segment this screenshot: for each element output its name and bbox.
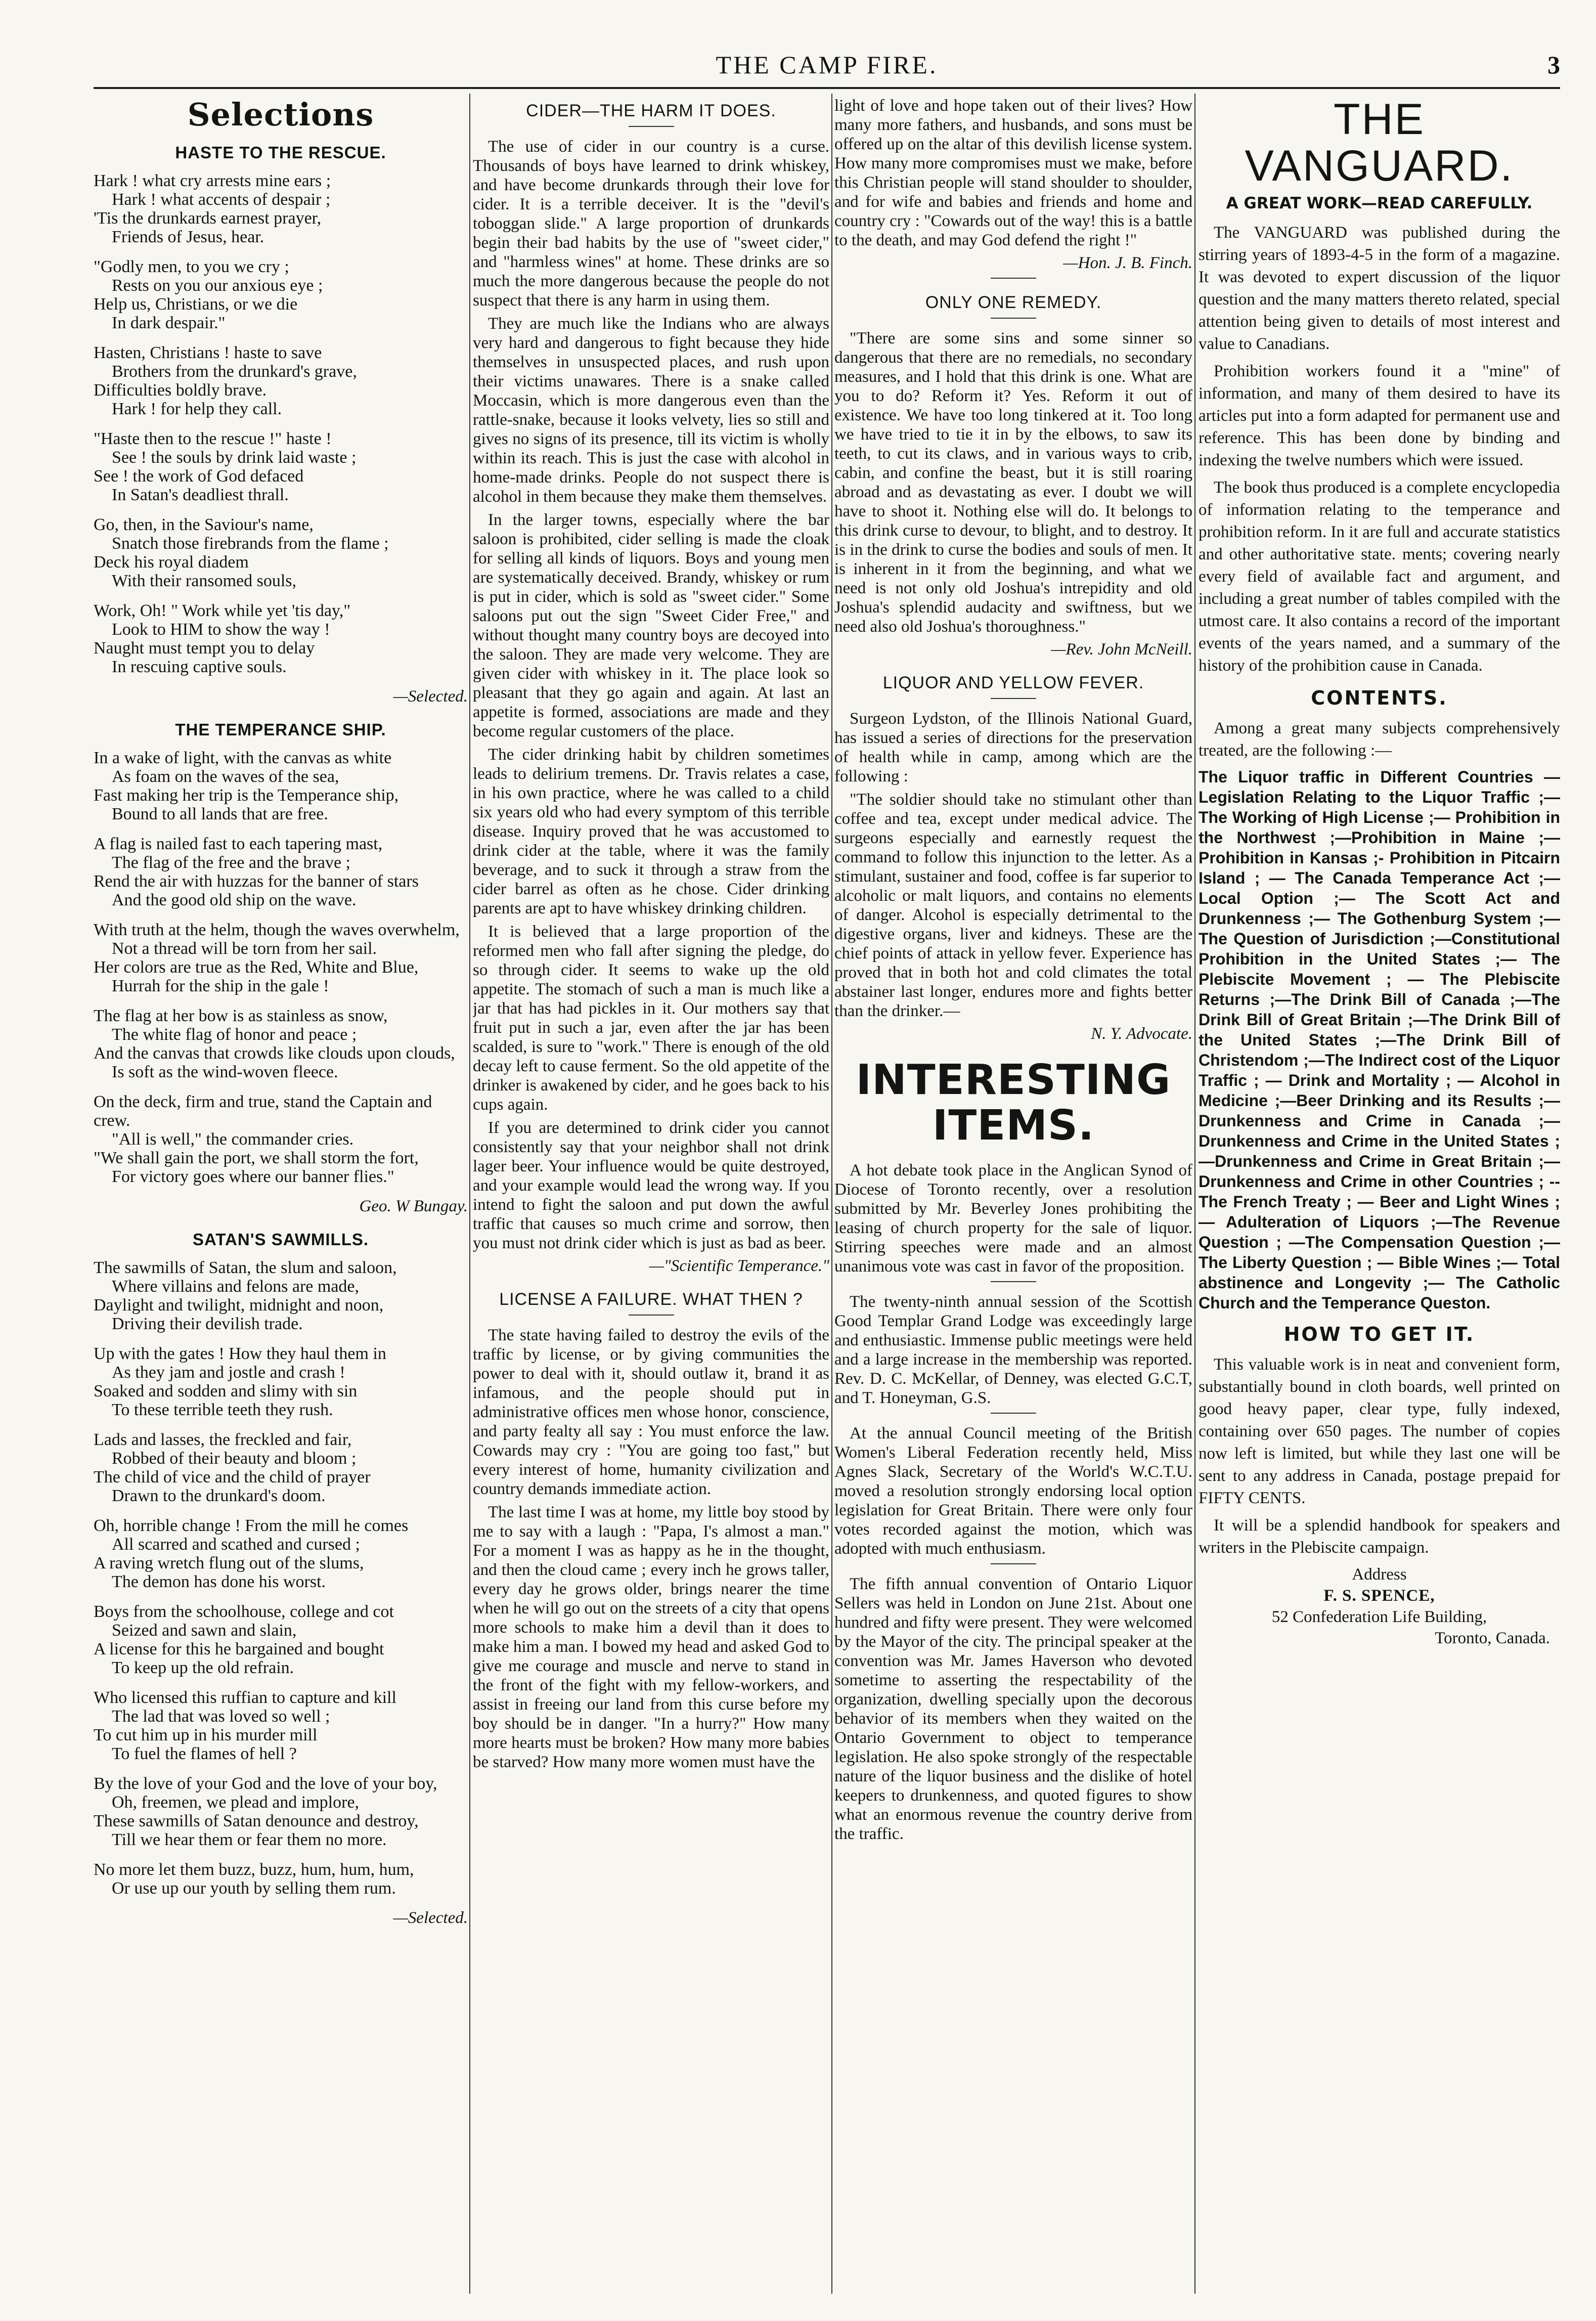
article-body (834, 709, 1192, 1021)
poem-line: Her colors are true as the Red, White and Blue, (94, 958, 419, 977)
article-liquor-yellow-fever (834, 673, 1192, 1043)
poem-body (94, 1258, 468, 1898)
column-divider (469, 94, 470, 2294)
poem-line: A license for this he bargained and bought (94, 1640, 384, 1658)
column-cider-license (473, 96, 829, 2291)
address-name: F. S. SPENCE, (1323, 1587, 1435, 1605)
paragraph: They are much like the Indians who are always very hard and dangerous to fight because they hide themselves in unsuspected places, and rush upon their victims unawares. There is a snake called Moccasin, which is more dangerous even than the rattle-snake, because it looks velvety, lies so still and gives no signs of its presence, till its victim is wholly within its reach. This is just the case with alcohol in home-made drinks. People do not suspect there is alcohol in them because they make them themselves. (473, 315, 829, 506)
poem-satans-sawmills (94, 1230, 468, 1928)
poem-line: To fuel the flames of hell ? (112, 1744, 297, 1763)
page-header (94, 48, 1560, 83)
stanza (94, 1258, 468, 1333)
poem-line: Oh, freemen, we plead and implore, (112, 1793, 360, 1812)
poem-line: No more let them buzz, buzz, hum, hum, hum, (94, 1860, 414, 1879)
poem-line: Help us, Christians, or we die (94, 295, 298, 314)
poem-line: Snatch those firebrands from the flame ; (112, 534, 389, 553)
paragraph: It will be a splendid handbook for speakers and writers in the Plebiscite campaign. (1199, 1516, 1560, 1557)
vanguard-subtitle: A GREAT WORK—READ CAREFULLY. (1226, 194, 1533, 212)
stanza (94, 749, 468, 823)
poem-line: See ! the work of God defaced (94, 467, 304, 486)
poem-line: Soaked and sodden and slimy with sin (94, 1382, 358, 1400)
poem-line: Hasten, Christians ! haste to save (94, 343, 322, 362)
poem-line: Boys from the schoolhouse, college and cot (94, 1602, 394, 1621)
stanza (94, 1092, 468, 1186)
poem-line: As they jam and jostle and crash ! (112, 1363, 345, 1382)
poem-title: THE TEMPERANCE SHIP. (175, 720, 386, 739)
poem-line: Where villains and felons are made, (112, 1277, 360, 1296)
poem-line: 'Tis the drunkards earnest prayer, (94, 209, 322, 228)
poem-title: HASTE TO THE RESCUE. (175, 143, 386, 162)
poem-line: Deck his royal diadem (94, 553, 249, 572)
stanza (94, 921, 468, 995)
title-rule (629, 126, 674, 127)
article-body (834, 329, 1192, 636)
poem-line: Hark ! what cry arrests mine ears ; (94, 171, 331, 190)
page-number: 3 (1547, 51, 1560, 79)
article-body (473, 1326, 829, 1772)
stanza (94, 835, 468, 909)
poem-line: And the canvas that crowds like clouds upon clouds, (94, 1044, 455, 1063)
poem-line: See ! the souls by drink laid waste ; (112, 448, 357, 467)
poem-line: The child of vice and the child of prayer (94, 1468, 371, 1486)
poem-line: The sawmills of Satan, the slum and saloon, (94, 1258, 397, 1277)
poem-line: Hurrah for the ship in the gale ! (112, 977, 329, 995)
poem-line: All scarred and scathed and cursed ; (112, 1535, 360, 1554)
stanza (94, 1774, 468, 1849)
page-title: THE CAMP FIRE. (716, 51, 938, 79)
poem-line: Work, Oh! " Work while yet 'tis day," (94, 601, 351, 620)
stanza (94, 1344, 468, 1419)
poem-line: A flag is nailed fast to each tapering mast, (94, 835, 383, 853)
address-city: Toronto, Canada. (1435, 1629, 1550, 1647)
poem-line: Hark ! for help they call. (112, 400, 282, 418)
paragraph: If you are determined to drink cider you cannot consistently say that your neighbor shall not drink lager beer. Your influence would be quite destroyed, and your example would lead the wrong way. If you intend to fight the saloon and put down the awful traffic that causes so much crime and sorrow, then you must not drink cider which is just as bad as beer. (473, 1119, 829, 1252)
poem-line: "Haste then to the rescue !" haste ! (94, 429, 332, 448)
article-title: LICENSE A FAILURE. WHAT THEN ? (499, 1290, 803, 1309)
paragraph: At the annual Council meeting of the British Women's Liberal Federation recently held, Miss Agnes Slack, Secretary of the World's W.C.T.U. moved a resolution strongly endorsing local option legislation for Great Britain. There were only four votes recorded against the motion, which was adopted with much enthusiasm. (834, 1424, 1192, 1558)
article-title: ONLY ONE REMEDY. (925, 293, 1102, 312)
poem-line: Look to HIM to show the way ! (112, 620, 330, 639)
paragraph: It is believed that a large proportion of the reformed men who fall after signing the pledge, do so through cider. It seems to wake up the old appetite. The stomach of such a man is much like a jar that has had pickles in it. Our mothers say that fruit put in such a jar, even after the jar has been scalded, is sure to "work." There is enough of the old decay left to cause ferment. So the old appetite of the drinker is awakened by cider, and he goes back to his cups again. (473, 923, 829, 1114)
article-credit: —Rev. John McNeill. (1051, 640, 1192, 659)
poem-line: Go, then, in the Saviour's name, (94, 515, 314, 534)
poem-line: For victory goes where our banner flies." (112, 1167, 394, 1186)
poem-line: The flag of the free and the brave ; (112, 853, 350, 872)
paragraph: This valuable work is in neat and convenient form, substantially bound in cloth boards, well printed on good heavy paper, clear type, fully indexed, containing over 650 pages. The number of copies now left is limited, but while they last one will be sent to any address in Canada, postage prepaid for FIFTY CENTS. (1199, 1355, 1560, 1507)
poem-line: The white flag of honor and peace ; (112, 1025, 357, 1044)
poem-line: With truth at the helm, though the waves overwhelm, (94, 921, 460, 939)
poem-title: SATAN'S SAWMILLS. (192, 1230, 369, 1249)
poem-line: "We shall gain the port, we shall storm the fort, (94, 1149, 419, 1167)
poem-line: Robbed of their beauty and bloom ; (112, 1449, 357, 1468)
poem-line: To keep up the old refrain. (112, 1658, 294, 1677)
poem-line: Friends of Jesus, hear. (112, 228, 264, 246)
contents-list: The Liquor traffic in Different Countries — Legislation Relating to the Liquor Traffic ;—The Working of High License ;— Prohibition in the Northwest ;—Prohibition in Maine ;— Prohibition in Kansas ;- Prohibition in Pitcairn Island ; — The Canada Temperance Act ;—Local Option ;— The Scott Act and Drunkenness ;— The Gothenburg System ;—The Question of Jurisdiction ;—Constitutional Prohibition in the United States ;— The Plebiscite Movement ; — The Plebiscite Returns ;—The Drink Bill of Canada ;—The Drink Bill of Great Britain ;—The Drink Bill of the United States ;—The Drink Bill of Christendom ;—The Indirect cost of the Liquor Traffic ; — Drink and Mortality ; — Alcohol in Medicine ;—Beer Drinking and its Results ;—Drunkenness and Crime in Canada ;—Drunkenness and Crime in the United States ;—Drunkenness and Crime in Great Britain ;— Drunkenness and Crime in other Countries ; -- The French Treaty ; — Beer and Light Wines ;— Adulteration of Liquors ;—The Revenue Question ; —The Compensation Question ;—The Liberty Question ; — Bible Wines ;— Total abstinence and Longevity ;— The Catholic Church and the Temperance Queston. (1199, 768, 1560, 1312)
section-rule (991, 278, 1036, 279)
paragraph: The book thus produced is a complete encyclopedia of information relating to the temperance and prohibition reform. In it are full and accurate statistics and other authoritative state. ments; covering nearly every field of available fact and argument, and including a great number of tables compiled with the utmost care. It also contains a record of the important events of the years named, and a summary of the history of the prohibition cause in Canada. (1199, 478, 1560, 675)
how-to-get-it-body (1199, 1353, 1560, 1559)
stanza (94, 257, 468, 332)
article-title: CIDER—THE HARM IT DOES. (526, 101, 776, 120)
interesting-items-heading: INTERESTING ITEMS. (856, 1056, 1171, 1150)
paragraph: The twenty-ninth annual session of the Scottish Good Templar Grand Lodge was exceedingly large and enthusiastic. Immense public meetings were held and a large increase in the membership was reported. Rev. D. C. McKellar, of Denney, was elected G.C.T, and T. Honeyman, G.S. (834, 1293, 1192, 1407)
poem-line: The demon has done his worst. (112, 1572, 326, 1591)
column-selections (94, 96, 468, 2291)
poem-line: And the good old ship on the wave. (112, 891, 357, 909)
poem-line: "Godly men, to you we cry ; (94, 257, 289, 276)
poem-body (94, 749, 468, 1186)
poem-line: In rescuing captive souls. (112, 658, 287, 676)
paragraph: A hot debate took place in the Anglican Synod of Diocese of Toronto recently, over a resolution submitted by Mr. Beverley Jones prohibiting the leasing of church property for the sale of liquor. Stirring speeches were made and an almost unanimous vote was cast in favor of the proposition. (834, 1161, 1192, 1276)
column-divider (831, 94, 832, 2294)
paragraph: The fifth annual convention of Ontario Liquor Sellers was held in London on June 21st. About one hundred and fifty were present. They were welcomed by the Mayor of the city. The principal speaker at the convention was Mr. James Haverson who devoted sometime to asserting the respectability of the organization, dwelling specially upon the decorous behavior of its members when they waited on the Ontario Government to object to temperance legislation. He also spoke strongly of the respectable nature of the liquor business and the dislike of hotel keepers to drunkenness, and quoted figures to show what an enormous revenue the country derive from the traffic. (834, 1575, 1192, 1843)
stanza (94, 1430, 468, 1505)
poem-temperance-ship (94, 720, 468, 1216)
poem-line: These sawmills of Satan denounce and destroy, (94, 1812, 419, 1830)
contents-intro: Among a great many subjects comprehensively treated, are the following :— (1199, 719, 1560, 760)
stanza (94, 1006, 468, 1081)
how-to-get-it-heading: HOW TO GET IT. (1283, 1323, 1475, 1345)
poem-line: Who licensed this ruffian to capture and kill (94, 1688, 396, 1707)
poem-line: Naught must tempt you to delay (94, 639, 315, 658)
poem-line: Rests on you our anxious eye ; (112, 276, 323, 295)
title-rule (991, 698, 1036, 699)
paragraph: Surgeon Lydston, of the Illinois National Guard, has issued a series of directions for the preservation of health while in camp, among which are the following : (834, 710, 1192, 785)
paragraph: The use of cider in our country is a curse. Thousands of boys have learned to drink whiskey, and have become drunkards through their love for cider. It is a terrible deceiver. It is the "devil's toboggan slide." A large proportion of drunkards begin their bad habits by the use of "sweet cider," and "harmless wines" at home. These drinks are so much the more dangerous because the people do not suspect that there is any harm in using them. (473, 138, 829, 310)
paragraph: "There are some sins and some sinner so dangerous that there are no remedials, no secondary measures, and I hold that this drink is one. What are you to do? Reform it? Yes. Reform it out of existence. We have too long tinkered at it. Too long we have tried to tie it in by the elbows, to saw its teeth, to cut its claws, and in various ways to crib, cabin, and confine the beast, but it is still roaring abroad and as devastating as ever. I doubt we will have to shoot it. Nothing else will do. It belongs to this drink curse to devour, to blight, and to destroy. It is in the drink to curse the bodies and souls of men. It is inherent in it from the beginning, and what we need is not only old Joshua's intrepidity and old Joshua's splendid audacity and swiftness, but we need also old Joshua's thoroughness." (834, 329, 1192, 636)
poem-line: Daylight and twilight, midnight and noon, (94, 1296, 384, 1315)
poem-line: Seized and sawn and slain, (112, 1621, 297, 1640)
article-only-one-remedy (834, 293, 1192, 659)
paragraph: The last time I was at home, my little boy stood by me to say with a laugh : "Papa, I's almost a man." For a moment I was as happy as he in the thought, and then the cloud came ; every inch he grows taller, every day he grows older, brings nearer the time when he will go out on the streets of a city that opens more schools to make him a devil than it does to make him a man. I bowed my head and asked God to give me courage and muscle and nerve to stand in the front of the fight with my fellow-workers, and assist in freeing our land from this curse before my boy should be in danger. "In a hurry?" How many more hearts must be broken? How many more babies be starved? How many more women must have the (473, 1503, 829, 1771)
poem-line: Oh, horrible change ! From the mill he comes (94, 1516, 409, 1535)
poem-line: The flag at her bow is as stainless as snow, (94, 1006, 388, 1025)
item-separator (991, 1281, 1036, 1282)
contents-heading: CONTENTS. (1311, 687, 1448, 709)
stanza (94, 515, 468, 590)
poem-line: Till we hear them or fear them no more. (112, 1830, 387, 1849)
article-license-failure (473, 1290, 829, 1772)
article-cider (473, 101, 829, 1276)
poem-line: Hark ! what accents of despair ; (112, 190, 331, 209)
paragraph: In the larger towns, especially where the bar saloon is prohibited, cider selling is made the cloak for selling all kinds of liquors. Boys and young men are systematically deceived. Brandy, whiskey or rum is put in cider, which is sold as "sweet cider." Some saloons put out the sign "Sweet Cider Free," and without thought many country boys are decoyed into the saloon. They are made very welcome. They are given cider with whiskey in it. The place look so pleasant that they go again and again. At last an appetite is formed, associations are made and they become regular customers of the place. (473, 511, 829, 740)
poem-line: Is soft as the wind-woven fleece. (112, 1063, 338, 1081)
poem-line: In Satan's deadliest thrall. (112, 486, 289, 504)
article-title: LIQUOR AND YELLOW FEVER. (882, 673, 1144, 692)
column-remedy-items (834, 96, 1192, 2291)
paragraph: The state having failed to destroy the evils of the traffic by license, or by giving communities the power to deal with it, should outlaw it, brand it as infamous, and the people should put in administrative offices men whose honor, conscience, and party fealty all say : You must enforce the law. Cowards may cry : "You are going too fast," but every interest of home, humanity civilization and country demands immediate action. (473, 1326, 829, 1498)
stanza (94, 171, 468, 246)
paragraph: light of love and hope taken out of their lives? How many more fathers, and husbands, and sons must be offered up on the altar of this devilish license system. How many more compromises must we make, before this Christian people will stand shoulder to shoulder, and for wife and babies and friends and home and country cry : "Cowards out of the way! this is a battle to the death, and may God defend the right !" (834, 97, 1192, 249)
poem-line: The lad that was loved so well ; (112, 1707, 330, 1726)
stanza (94, 1602, 468, 1677)
article-body (834, 96, 1192, 250)
poem-body (94, 171, 468, 676)
item-separator (991, 1563, 1036, 1564)
vanguard-body (1199, 222, 1560, 677)
poem-line: Fast making her trip is the Temperance ship, (94, 786, 399, 805)
vanguard-title: THE VANGUARD. (1245, 96, 1514, 190)
poem-line: Brothers from the drunkard's grave, (112, 362, 357, 381)
poem-line: A raving wretch flung out of the slums, (94, 1554, 364, 1572)
paragraph: Prohibition workers found it a "mine" of information, and many of them desired to have its articles put into a form adapted for permanent use and reference. This has been done by binding and indexing the twelve numbers which were issued. (1199, 362, 1560, 469)
poem-line: In dark despair." (112, 314, 226, 332)
stanza (94, 1688, 468, 1763)
poem-line: To these terrible teeth they rush. (112, 1400, 333, 1419)
header-rule (94, 87, 1560, 89)
article-body (473, 137, 829, 1253)
poem-line: "All is well," the commander cries. (112, 1130, 354, 1149)
poem-line: By the love of your God and the love of your boy, (94, 1774, 437, 1793)
poem-line: Not a thread will be torn from her sail. (112, 939, 377, 958)
poem-credit: —Selected. (393, 687, 468, 706)
items-body (834, 1161, 1192, 1844)
column-vanguard (1199, 96, 1560, 2291)
article-credit: —"Scientific Temperance." (649, 1257, 829, 1275)
poem-line: With their ransomed souls, (112, 572, 297, 590)
poem-line: Lads and lasses, the freckled and fair, (94, 1430, 352, 1449)
paragraph: The VANGUARD was published during the stirring years of 1893-4-5 in the form of a magazine. It was devoted to expert discussion of the liquor question and the many matters thereto related, special attention being given to details of most interest and value to Canadians. (1199, 224, 1560, 353)
selections-heading: Selections (187, 96, 374, 133)
address-street: 52 Confederation Life Building, (1271, 1608, 1487, 1626)
stanza (94, 1860, 468, 1898)
article-continuation (834, 96, 1192, 279)
poem-haste-to-the-rescue (94, 143, 468, 706)
item-separator (991, 1413, 1036, 1414)
poem-line: Difficulties boldly brave. (94, 381, 267, 400)
stanza (94, 343, 468, 418)
poem-line: On the deck, firm and true, stand the Captain and crew. (94, 1092, 432, 1130)
poem-line: In a wake of light, with the canvas as white (94, 749, 392, 767)
poem-credit: Geo. W Bungay. (359, 1197, 468, 1215)
article-credit: —Hon. J. B. Finch. (1063, 254, 1192, 272)
address-label: Address (1352, 1565, 1407, 1584)
stanza (94, 429, 468, 504)
paragraph: "The soldier should take no stimulant other than coffee and tea, except under medical advice. The surgeons especially and earnestly request the command to follow this injunction to the letter. As a stimulant, sustainer and food, coffee is far superior to alcoholic or malt liquors, and contains no elements of danger. Alcohol is especially detrimental to the digestive organs, liver and kidneys. These are the chief points of attack in yellow fever. Experience has proved that in both hot and cold climates the total abstainer last longer, endures more and fights better than the drinker.— (834, 791, 1192, 1020)
title-rule (629, 1315, 674, 1316)
poem-line: To cut him up in his murder mill (94, 1726, 318, 1744)
paragraph: The cider drinking habit by children sometimes leads to delirium tremens. Dr. Travis relates a case, in his own practice, where he was called to a child six years old who had every symptom of this terrible disease. Inquiry proved that he was accustomed to drink cider at the table, where it was the family beverage, and to suck it through a straw from the cider barrel as often as he chose. Cider drinking parents are apt to have whiskey drinking children. (473, 746, 829, 917)
order-address (1199, 1564, 1560, 1649)
poem-line: Drawn to the drunkard's doom. (112, 1486, 326, 1505)
poem-line: Driving their devilish trade. (112, 1315, 303, 1333)
poem-line: Rend the air with huzzas for the banner of stars (94, 872, 419, 891)
poem-line: Up with the gates ! How they haul them in (94, 1344, 386, 1363)
poem-line: Or use up our youth by selling them rum. (112, 1879, 396, 1898)
poem-credit: —Selected. (393, 1909, 468, 1927)
stanza (94, 1516, 468, 1591)
title-rule (991, 318, 1036, 319)
poem-line: Bound to all lands that are free. (112, 805, 328, 823)
poem-line: As foam on the waves of the sea, (112, 767, 339, 786)
column-divider (1194, 94, 1195, 2294)
stanza (94, 601, 468, 676)
interesting-items (834, 1058, 1192, 1844)
article-credit: N. Y. Advocate. (1091, 1025, 1192, 1043)
